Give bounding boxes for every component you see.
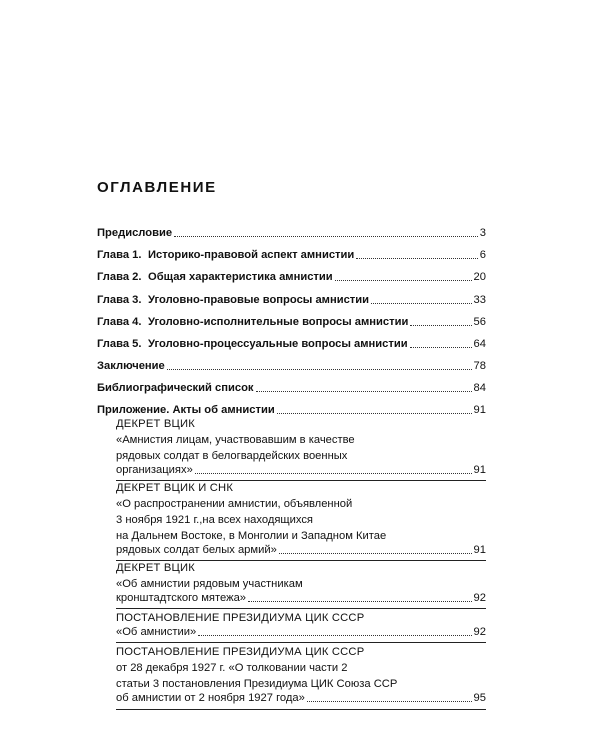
toc-entry-title: Уголовно-процессуальные вопросы амнистии bbox=[148, 338, 408, 350]
toc-entry-chapter-1[interactable] bbox=[97, 244, 486, 262]
toc-page-number: 91 bbox=[473, 544, 486, 556]
toc-page-number: 3 bbox=[479, 227, 486, 239]
toc-page-number: 91 bbox=[473, 464, 486, 476]
act-title-line: «Амнистия лицам, участвовавшим в качестве bbox=[116, 434, 355, 446]
dot-leader bbox=[371, 303, 472, 304]
divider bbox=[116, 608, 486, 609]
dot-leader bbox=[256, 391, 472, 392]
dot-leader bbox=[174, 236, 478, 237]
toc-page-number: 84 bbox=[473, 382, 486, 394]
toc-page-number: 20 bbox=[473, 271, 486, 283]
toc-entry-bibliography[interactable] bbox=[97, 377, 486, 395]
act-title-line: рядовых солдат в белогвардейских военных bbox=[116, 450, 348, 462]
toc-subentry-act-4[interactable] bbox=[116, 623, 486, 639]
toc-page-number: 78 bbox=[473, 360, 486, 372]
dot-leader bbox=[356, 258, 477, 259]
act-title-line: на Дальнем Востоке, в Монголии и Западном Китае bbox=[116, 530, 387, 542]
dot-leader bbox=[410, 325, 471, 326]
divider bbox=[116, 709, 486, 710]
act-title-line: рядовых солдат белых армий» bbox=[116, 544, 277, 556]
act-title-line: от 28 декабря 1927 г. «О толковании части 2 bbox=[116, 662, 348, 674]
toc-entry-title: Уголовно-правовые вопросы амнистии bbox=[148, 294, 370, 306]
toc-entry-chapter-2[interactable] bbox=[97, 266, 486, 284]
chapter-number: Глава 2. bbox=[97, 271, 142, 283]
toc-subentry-act-3[interactable] bbox=[116, 589, 486, 605]
toc-entry-title: Заключение bbox=[97, 360, 165, 372]
divider bbox=[116, 642, 486, 643]
toc-page-number: 33 bbox=[473, 294, 486, 306]
dot-leader bbox=[167, 369, 472, 370]
toc-entry-title: Приложение. Акты об амнистии bbox=[97, 404, 275, 416]
act-title-line: статьи 3 постановления Президиума ЦИК Союза ССР bbox=[116, 678, 398, 690]
toc-entry-chapter-3[interactable] bbox=[97, 289, 486, 307]
toc-page-number: 92 bbox=[473, 592, 486, 604]
toc-entry-title: Уголовно-исполнительные вопросы амнистии bbox=[148, 316, 409, 328]
act-header: ДЕКРЕТ ВЦИК И СНК bbox=[116, 482, 234, 494]
toc-entry-title: Предисловие bbox=[97, 227, 173, 239]
dot-leader bbox=[248, 601, 472, 602]
chapter-number: Глава 3. bbox=[97, 294, 142, 306]
toc-page-number: 64 bbox=[473, 338, 486, 350]
dot-leader bbox=[279, 553, 472, 554]
toc-entry-appendix[interactable] bbox=[97, 399, 486, 417]
dot-leader bbox=[198, 635, 471, 636]
toc-entry-chapter-4[interactable] bbox=[97, 311, 486, 329]
toc-entry-title: Общая характеристика амнистии bbox=[148, 271, 333, 283]
toc-page-number: 6 bbox=[479, 249, 486, 261]
dot-leader bbox=[195, 473, 472, 474]
act-title-line: «О распространении амнистии, объявленной bbox=[116, 498, 353, 510]
dot-leader bbox=[410, 347, 472, 348]
act-header: ДЕКРЕТ ВЦИК bbox=[116, 418, 195, 430]
dot-leader bbox=[277, 413, 472, 414]
toc-subentry-act-1[interactable] bbox=[116, 461, 486, 477]
toc-subentry-act-5[interactable] bbox=[116, 689, 486, 705]
act-header: ПОСТАНОВЛЕНИЕ ПРЕЗИДИУМА ЦИК СССР bbox=[116, 646, 365, 658]
toc-subentry-act-2[interactable] bbox=[116, 541, 486, 557]
act-title-line: «Об амнистии рядовым участникам bbox=[116, 578, 303, 590]
table-of-contents bbox=[97, 0, 486, 750]
page-title: ОГЛАВЛЕНИЕ bbox=[97, 179, 217, 196]
toc-page-number: 91 bbox=[473, 404, 486, 416]
toc-entry-title: Библиографический список bbox=[97, 382, 254, 394]
toc-page-number: 56 bbox=[473, 316, 486, 328]
toc-entry-title: Историко-правовой аспект амнистии bbox=[148, 249, 355, 261]
act-header: ДЕКРЕТ ВЦИК bbox=[116, 562, 195, 574]
act-title-line: 3 ноября 1921 г.,на всех находящихся bbox=[116, 514, 313, 526]
act-title-line: об амнистии от 2 ноября 1927 года» bbox=[116, 692, 305, 704]
chapter-number: Глава 4. bbox=[97, 316, 142, 328]
toc-entry-conclusion[interactable] bbox=[97, 355, 486, 373]
toc-entry-chapter-5[interactable] bbox=[97, 333, 486, 351]
act-title-line: организациях» bbox=[116, 464, 193, 476]
dot-leader bbox=[307, 701, 472, 702]
chapter-number: Глава 5. bbox=[97, 338, 142, 350]
toc-page-number: 95 bbox=[473, 692, 486, 704]
dot-leader bbox=[335, 280, 472, 281]
chapter-number: Глава 1. bbox=[97, 249, 142, 261]
act-header: ПОСТАНОВЛЕНИЕ ПРЕЗИДИУМА ЦИК СССР bbox=[116, 612, 365, 624]
act-title-line: «Об амнистии» bbox=[116, 626, 197, 638]
toc-page-number: 92 bbox=[473, 626, 486, 638]
toc-entry-preface[interactable] bbox=[97, 222, 486, 240]
act-title-line: кронштадтского мятежа» bbox=[116, 592, 247, 604]
